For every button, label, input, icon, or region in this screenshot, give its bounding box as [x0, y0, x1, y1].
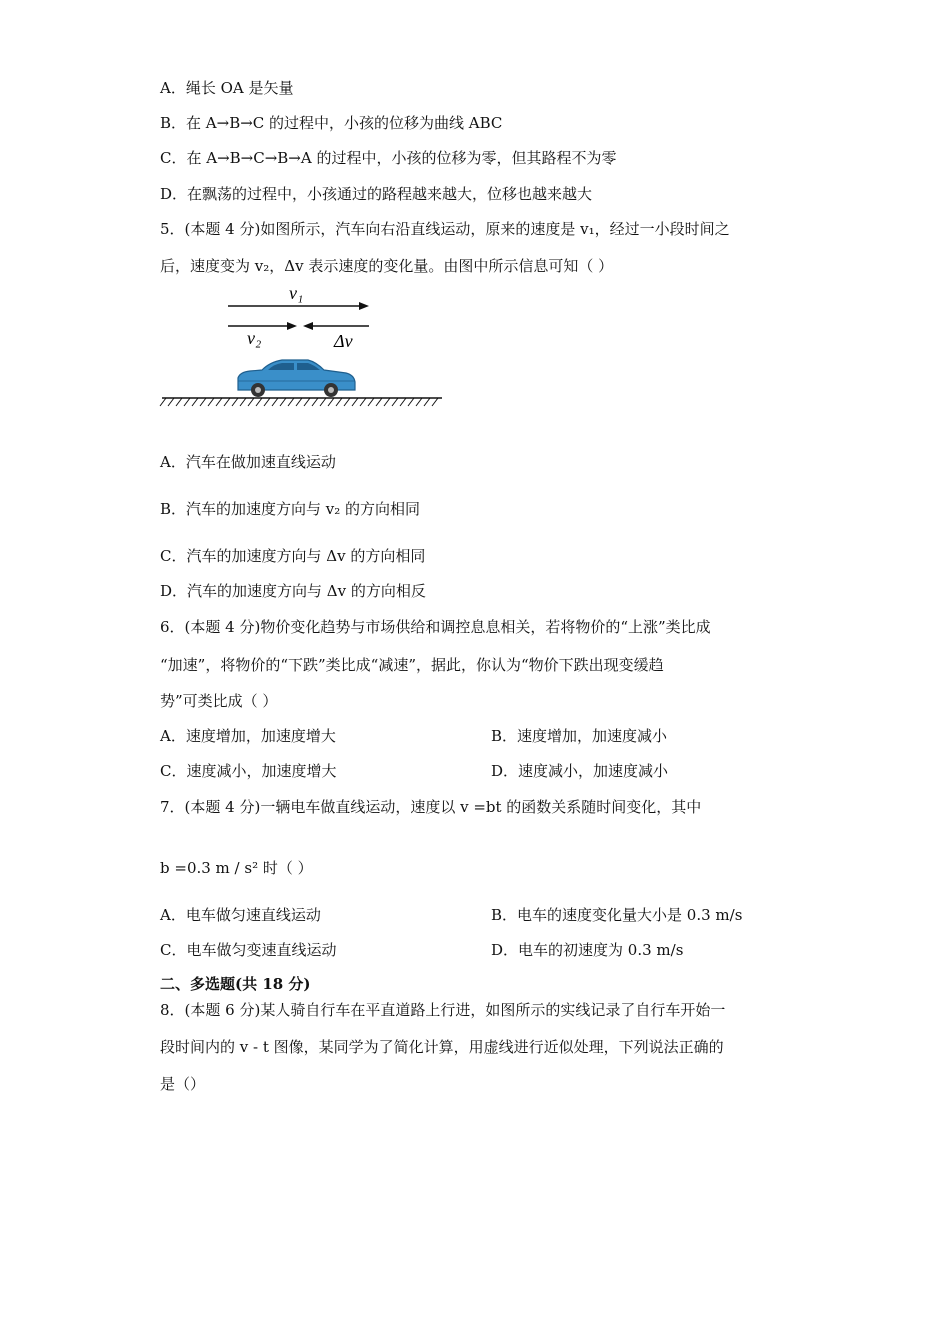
v2-arrowhead [287, 322, 297, 330]
q8-stem-line-3: 是（） [160, 1075, 206, 1093]
q5-option-d: D．汽车的加速度方向与 Δv 的方向相反 [160, 582, 426, 600]
q7-stem-line-1: 7．(本题 4 分)一辆电车做直线运动，速度以 v =bt 的函数关系随时间变化，其中 [160, 798, 702, 816]
q6-option-a: A．速度增加，加速度增大 [160, 727, 336, 745]
q8-stem-line-2: 段时间内的 v - t 图像，某同学为了简化计算，用虚线进行近似处理，下列说法正确的 [160, 1038, 724, 1056]
q5-option-c: C．汽车的加速度方向与 Δv 的方向相同 [160, 547, 426, 565]
q4-option-b: B．在 A→B→C 的过程中，小孩的位移为曲线 ABC [160, 114, 503, 132]
q5-stem-line-1: 5．(本题 4 分)如图所示，汽车向右沿直线运动，原来的速度是 v₁，经过一小段时间之 [160, 220, 730, 238]
v1-arrowhead [359, 302, 369, 310]
q7-option-d: D．电车的初速度为 0.3 m/s [491, 941, 684, 959]
q6-option-c: C．速度减小，加速度增大 [160, 762, 337, 780]
q5-car-figure [158, 280, 448, 415]
label-v2: v₂ [247, 328, 262, 348]
q7-option-c: C．电车做匀变速直线运动 [160, 941, 337, 959]
q6-stem-line-1: 6．(本题 4 分)物价变化趋势与市场供给和调控息息相关，若将物价的“上涨”类比成 [160, 618, 711, 636]
q6-stem-line-2: “加速”，将物价的“下跌”类比成“减速”，据此，你认为“物价下跌出现变缓趋 [160, 656, 664, 674]
q7-option-b: B．电车的速度变化量大小是 0.3 m/s [491, 906, 743, 924]
q5-option-a: A．汽车在做加速直线运动 [160, 453, 336, 471]
q6-option-b: B．速度增加，加速度减小 [491, 727, 668, 745]
q6-stem-line-3: 势”可类比成（ ） [160, 692, 278, 710]
label-delta-v: Δv [334, 331, 353, 351]
q4-option-a: A．绳长 OA 是矢量 [160, 79, 294, 97]
label-v1: v₁ [289, 283, 304, 303]
q7-option-a: A．电车做匀速直线运动 [160, 906, 321, 924]
car-icon [238, 360, 355, 397]
q6-option-d: D．速度减小，加速度减小 [491, 762, 669, 780]
ground-hatching [160, 398, 442, 406]
section-2-heading: 二、多选题(共 18 分) [160, 975, 311, 993]
q4-option-d: D．在飘荡的过程中，小孩通过的路程越来越大，位移也越来越大 [160, 185, 593, 203]
q7-stem-line-2: b =0.3 m / s² 时（ ） [160, 859, 313, 877]
q4-option-c: C．在 A→B→C→B→A 的过程中，小孩的位移为零，但其路程不为零 [160, 149, 617, 167]
delta-v-arrowhead [303, 322, 313, 330]
q5-stem-line-2: 后，速度变为 v₂，Δv 表示速度的变化量。由图中所示信息可知（ ） [160, 257, 614, 275]
q5-option-b: B．汽车的加速度方向与 v₂ 的方向相同 [160, 500, 421, 518]
q8-stem-line-1: 8．(本题 6 分)某人骑自行车在平直道路上行进，如图所示的实线记录了自行车开始一 [160, 1001, 726, 1019]
